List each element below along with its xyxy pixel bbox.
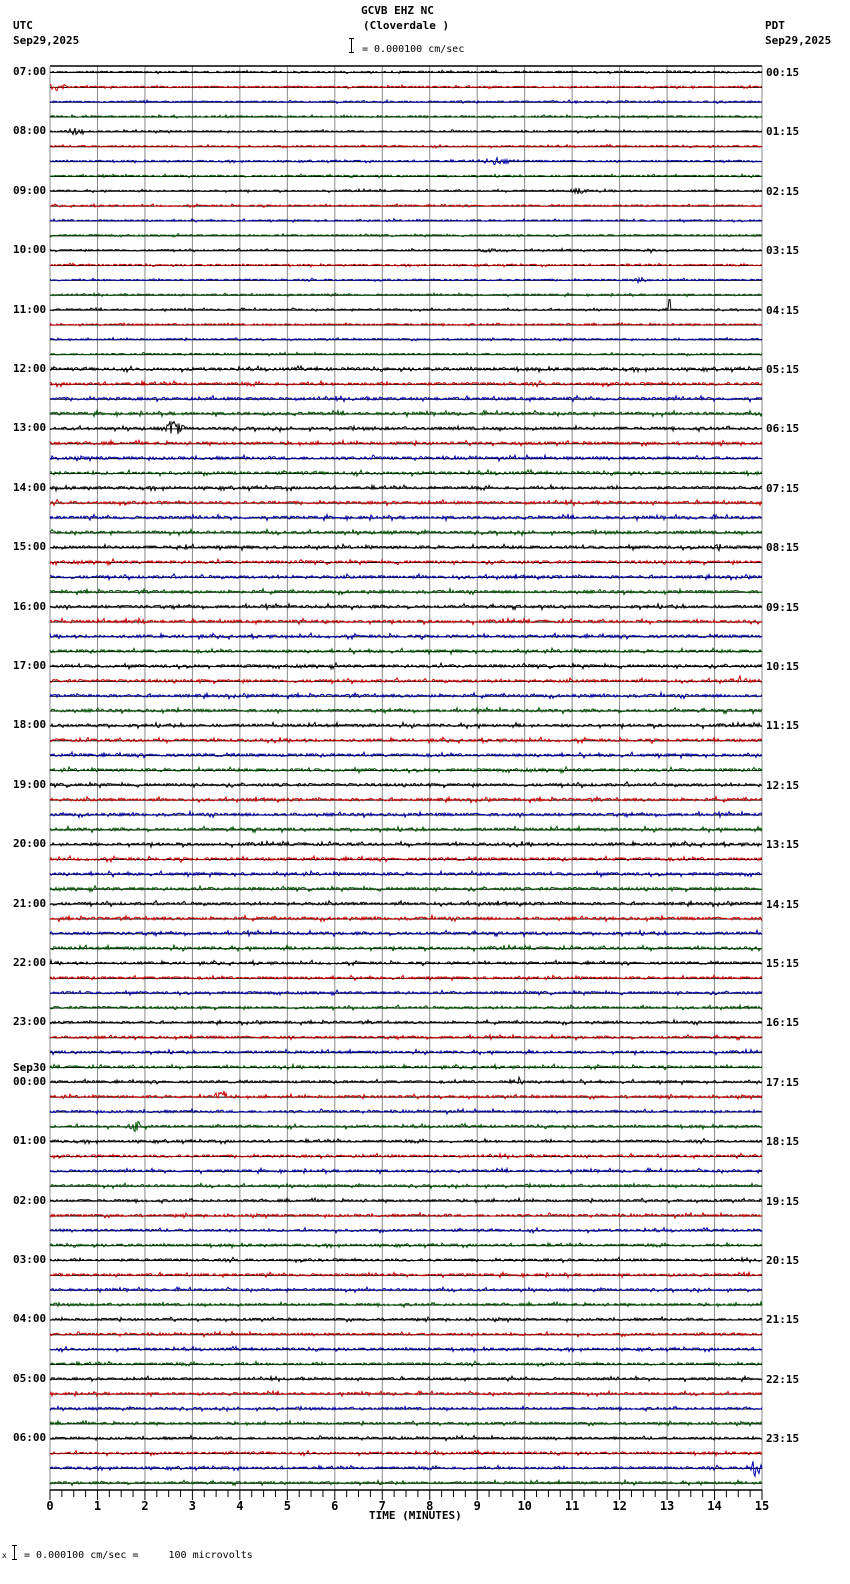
seismic-trace [50, 300, 762, 312]
seismic-trace [50, 1077, 762, 1084]
seismic-trace [50, 1421, 762, 1426]
local-hour-label: 04:15 [766, 303, 800, 317]
seismic-trace [50, 145, 762, 149]
local-hour-label: 19:15 [766, 1194, 800, 1208]
station-location: (Cloverdale ) [363, 19, 450, 32]
footer-prefix: x [2, 1551, 7, 1560]
local-hour-label: 23:15 [766, 1432, 800, 1446]
local-hour-label: 03:15 [766, 244, 800, 258]
seismic-trace [50, 1257, 762, 1262]
seismic-trace [50, 767, 762, 773]
left-date: Sep29,2025 [13, 34, 80, 47]
x-tick-label: 6 [331, 1499, 339, 1513]
seismic-trace [50, 693, 762, 699]
utc-hour-label: 19:00 [13, 777, 47, 791]
utc-hour-label: 07:00 [13, 65, 47, 78]
seismic-trace [50, 234, 762, 237]
utc-hour-label: 21:00 [13, 896, 47, 910]
x-tick-label: 0 [46, 1499, 54, 1513]
local-hour-label: 17:15 [766, 1075, 800, 1089]
utc-hour-label: 18:00 [13, 718, 47, 732]
local-hour-label: 00:15 [766, 66, 800, 79]
x-axis-label: TIME (MINUTES) [369, 1509, 462, 1522]
local-hour-label: 02:15 [766, 184, 800, 198]
footer-scale-text: = 0.000100 cm/sec = 100 microvolts [24, 1550, 253, 1561]
seismic-trace [50, 338, 762, 341]
seismic-trace [50, 500, 762, 506]
seismic-trace [50, 915, 762, 921]
x-tick-label: 12 [612, 1499, 627, 1513]
seismic-trace [50, 1064, 762, 1069]
local-hour-label: 14:15 [766, 897, 800, 911]
seismic-trace [50, 856, 762, 862]
x-tick-label: 3 [188, 1499, 197, 1513]
left-timezone: UTC [13, 19, 33, 32]
seismic-trace [50, 589, 762, 595]
x-tick-label: 11 [564, 1499, 580, 1513]
utc-hour-label: 20:00 [13, 837, 47, 851]
seismic-trace [50, 411, 762, 417]
seismic-trace [50, 676, 762, 684]
scale-text: = 0.000100 cm/sec [362, 44, 465, 55]
seismic-trace [50, 100, 762, 103]
seismic-trace [50, 1391, 762, 1396]
seismic-trace [50, 381, 762, 387]
local-hour-label: 12:15 [766, 778, 800, 792]
local-hour-label: 09:15 [766, 600, 800, 614]
seismic-trace [50, 440, 762, 446]
utc-hour-label: 04:00 [13, 1312, 47, 1326]
x-tick-label: 7 [378, 1499, 386, 1513]
x-tick-label: 8 [426, 1499, 434, 1513]
seismic-trace [50, 1050, 762, 1055]
x-tick-label: 14 [707, 1499, 722, 1513]
local-hour-label: 01:15 [766, 125, 800, 139]
seismic-trace [50, 1361, 762, 1366]
local-hour-label: 07:15 [766, 481, 800, 495]
seismic-trace [50, 1213, 762, 1218]
local-hour-label: 18:15 [766, 1135, 800, 1149]
local-hour-label: 22:15 [766, 1372, 800, 1386]
seismic-trace [50, 323, 762, 327]
seismic-trace [50, 886, 762, 892]
x-tick-label: 5 [283, 1499, 291, 1513]
utc-hour-label: 12:00 [13, 362, 47, 375]
seismic-trace [50, 1198, 762, 1203]
utc-hour-label: 15:00 [13, 540, 47, 554]
seismic-trace [50, 1317, 762, 1322]
utc-hour-label: 08:00 [13, 124, 47, 138]
x-tick-label: 9 [473, 1499, 481, 1513]
utc-hour-label: 01:00 [13, 1134, 47, 1148]
utc-hour-label: 02:00 [13, 1193, 47, 1207]
seismic-trace [50, 1109, 762, 1114]
seismic-trace [50, 128, 762, 134]
x-tick-label: 2 [141, 1499, 149, 1513]
local-hour-label: 05:15 [766, 363, 800, 376]
seismic-trace [50, 1154, 762, 1159]
seismic-trace [50, 158, 762, 165]
seismic-trace [50, 1005, 762, 1010]
utc-hour-label: 17:00 [13, 659, 47, 672]
utc-hour-label: 14:00 [13, 480, 47, 494]
utc-hour-label: 09:00 [13, 183, 47, 197]
seismic-trace [50, 1091, 762, 1099]
seismic-trace [50, 1436, 762, 1441]
local-hour-label: 08:15 [766, 541, 800, 555]
seismic-trace [50, 115, 762, 119]
seismic-trace [50, 871, 762, 877]
local-hour-label: 15:15 [766, 957, 800, 970]
x-tick-label: 4 [236, 1499, 244, 1513]
utc-hour-label: 03:00 [13, 1253, 47, 1266]
utc-hour-label: 22:00 [13, 956, 47, 969]
utc-hour-label: 05:00 [13, 1371, 47, 1385]
utc-hour-label: 06:00 [13, 1431, 47, 1445]
seismic-trace [50, 990, 762, 995]
seismic-trace [50, 811, 762, 817]
seismic-trace [50, 529, 762, 535]
utc-hour-label: 13:00 [13, 421, 47, 435]
seismic-trace [50, 618, 762, 624]
right-timezone: PDT [765, 19, 785, 32]
utc-hour-label: 16:00 [13, 599, 47, 613]
x-tick-label: 10 [517, 1499, 532, 1513]
seismic-trace [50, 70, 762, 73]
seismic-trace [50, 219, 762, 222]
utc-hour-label: 10:00 [13, 243, 47, 257]
seismic-trace [50, 1139, 762, 1144]
local-hour-label: 21:15 [766, 1313, 800, 1327]
x-tick-label: 1 [93, 1499, 102, 1513]
local-hour-label: 16:15 [766, 1016, 800, 1030]
local-hour-label: 06:15 [766, 422, 800, 436]
seismic-trace [50, 455, 762, 461]
local-hour-label: 10:15 [766, 660, 800, 673]
station-title: GCVB EHZ NC [361, 4, 434, 17]
x-tick-label: 13 [659, 1499, 675, 1513]
utc-hour-label: 11:00 [13, 302, 47, 316]
seismic-trace [50, 722, 762, 728]
x-tick-label: 15 [754, 1499, 770, 1513]
local-hour-label: 20:15 [766, 1254, 800, 1267]
local-hour-label: 11:15 [766, 719, 800, 733]
utc-hour-label: 00:00 [13, 1074, 47, 1088]
seismic-trace [50, 559, 762, 565]
right-date: Sep29,2025 [765, 34, 832, 47]
local-hour-label: 13:15 [766, 838, 800, 852]
footer-scale-bar-icon [12, 1545, 17, 1560]
seismic-trace [50, 174, 762, 178]
seismic-trace [50, 421, 762, 434]
utc-hour-label: 23:00 [13, 1015, 47, 1029]
seismic-trace [50, 366, 762, 372]
seismic-trace [50, 782, 762, 788]
seismic-trace [50, 663, 762, 669]
date-change-label: Sep30 [13, 1060, 47, 1074]
